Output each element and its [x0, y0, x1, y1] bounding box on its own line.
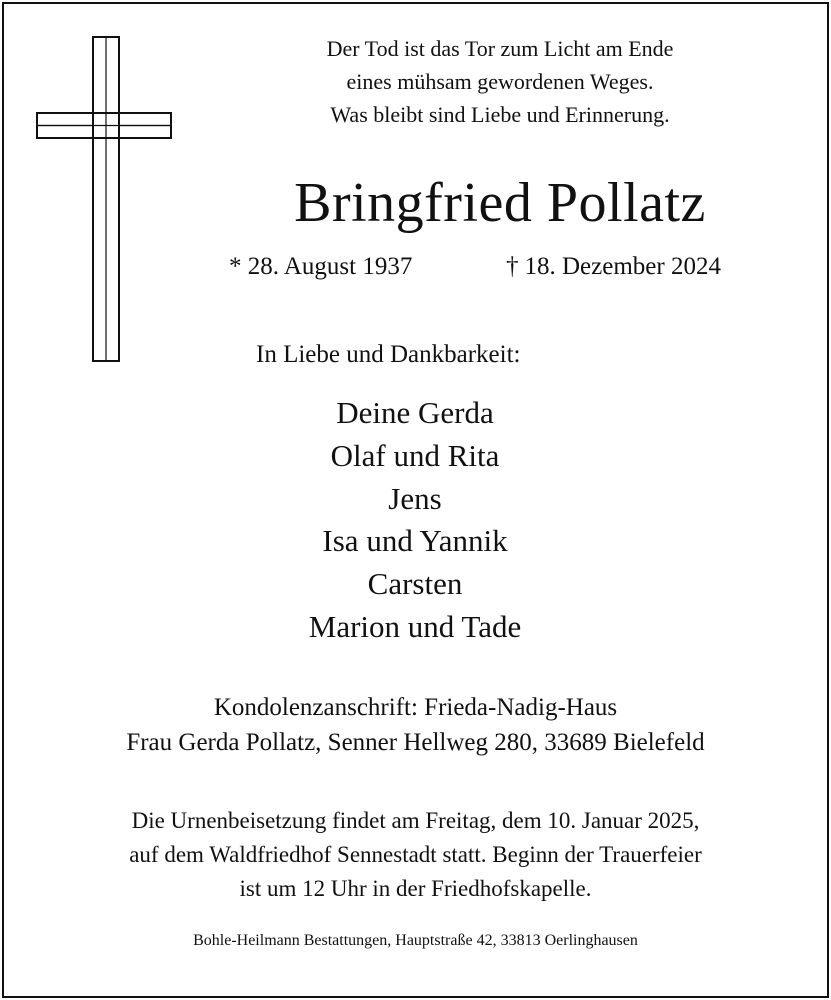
- death-date: [506, 250, 721, 284]
- birth-date: * 28. August 1937: [229, 253, 413, 280]
- dedication: In Liebe und Dankbarkeit:: [256, 341, 521, 368]
- family-member: Marion und Tade: [308, 608, 522, 644]
- family-member: Carsten: [367, 566, 463, 602]
- service-info: [30, 804, 801, 906]
- family-member: Isa und Yannik: [322, 523, 508, 559]
- death-date-text: 18. Dezember 2024: [524, 253, 721, 280]
- dagger-icon: †: [506, 253, 519, 280]
- family-list: [215, 392, 615, 649]
- poem: [220, 32, 780, 131]
- cross-icon: [36, 36, 172, 362]
- condolence-address: [30, 690, 801, 760]
- family-member: Jens: [388, 480, 442, 516]
- condolence-line: Kondolenzanschrift: Frieda-Nadig-Haus: [213, 694, 618, 721]
- condolence-line: Frau Gerda Pollatz, Senner Hellweg 280, 33689 Bielefeld: [126, 729, 705, 756]
- service-line: ist um 12 Uhr in der Friedhofskapelle.: [239, 876, 592, 901]
- service-line: Die Urnenbeisetzung findet am Freitag, dem 10. Januar 2025,: [131, 808, 700, 833]
- funeral-home: Bohle-Heilmann Bestattungen, Hauptstraße 42, 33813 Oerlinghausen: [193, 932, 638, 949]
- family-member: Olaf und Rita: [330, 437, 500, 473]
- poem-line: Was bleibt sind Liebe und Erinnerung.: [330, 102, 670, 127]
- family-member: Deine Gerda: [336, 395, 494, 430]
- service-line: auf dem Waldfriedhof Sennestadt statt. Beginn der Trauerfeier: [129, 842, 702, 867]
- poem-line: Der Tod ist das Tor zum Licht am Ende: [326, 36, 674, 61]
- deceased-name: Bringfried Pollatz: [294, 172, 706, 234]
- poem-line: eines mühsam gewordenen Weges.: [346, 69, 654, 94]
